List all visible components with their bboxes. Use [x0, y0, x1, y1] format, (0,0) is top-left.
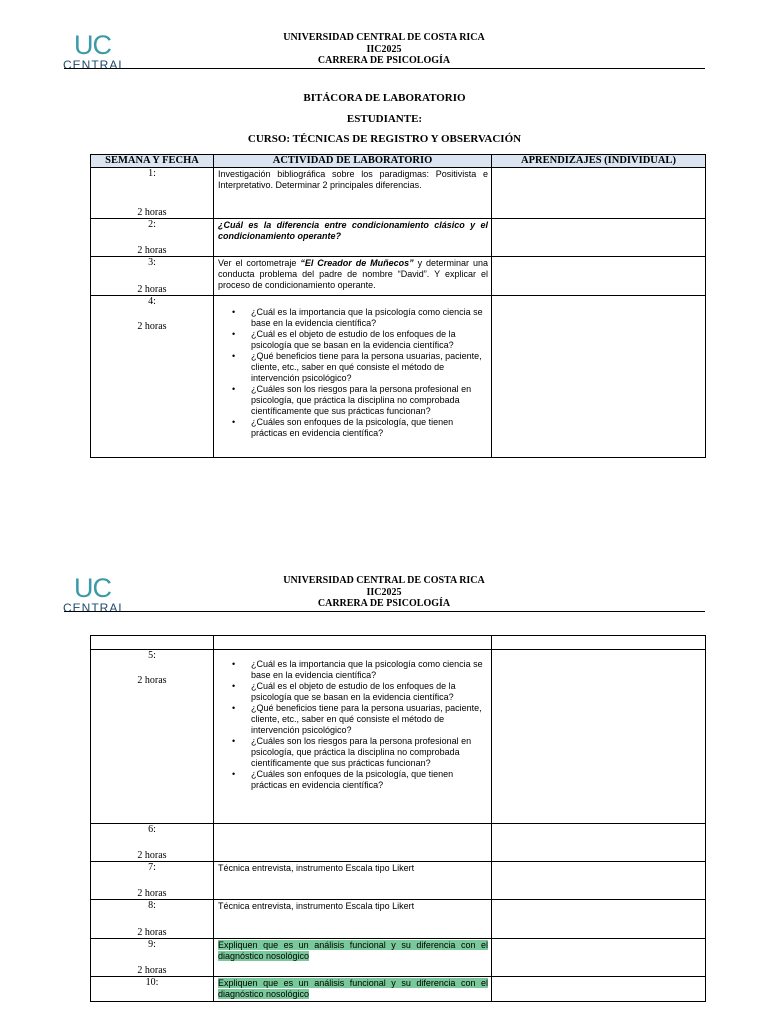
week-hours: 2 horas	[137, 245, 167, 256]
week-hours: 2 horas	[137, 675, 167, 686]
learnings-cell[interactable]	[492, 900, 706, 939]
week-cell	[91, 296, 214, 458]
question-item: • ¿Cuál es el objeto de estudio de los enfoques de la psicología que se basan en la evidencia científica?	[251, 681, 487, 703]
question-list	[214, 659, 491, 791]
empty-header-cell	[91, 636, 214, 650]
table-row	[91, 900, 706, 939]
activity-text: Técnica entrevista, instrumento Escala tipo Likert	[218, 863, 415, 873]
logo-central-text: CENTRAL	[63, 58, 127, 72]
activity-cell	[214, 296, 492, 458]
header-activity: ACTIVIDAD DE LABORATORIO	[214, 155, 492, 168]
week-cell	[91, 824, 214, 862]
table-header-row	[91, 636, 706, 650]
table-header-row	[91, 155, 706, 168]
table-row	[91, 977, 706, 1002]
week-cell	[91, 257, 214, 296]
question-item: • ¿Cuáles son enfoques de la psicología, que tienen prácticas en evidencia científica?	[251, 769, 487, 791]
week-hours: 2 horas	[137, 321, 167, 332]
week-hours: 2 horas	[137, 888, 167, 899]
question-item: • ¿Cuáles son los riesgos para la persona profesional en psicología, que práctica la disciplina no comprobada científicamente que sus prácticas funcionan?	[251, 736, 487, 769]
week-number: 10:	[145, 977, 159, 988]
page-header	[128, 575, 640, 610]
week-number: 7:	[148, 862, 156, 873]
header-learnings: APRENDIZAJES (INDIVIDUAL)	[492, 155, 706, 168]
course-code: IIC2025	[366, 43, 402, 55]
document-title: BITÁCORA DE LABORATORIO	[303, 92, 466, 104]
empty-header-cell	[214, 636, 492, 650]
highlighted-activity-text: Expliquen que es un análisis funcional y su diferencia con el diagnóstico nosológico	[218, 978, 488, 999]
question-item: • ¿Qué beneficios tiene para la persona usuarias, paciente, cliente, etc., saber en qué consiste el método de intervención psicológico?	[251, 703, 487, 736]
week-hours: 2 horas	[137, 927, 167, 938]
question-item: • ¿Cuál es la importancia que la psicología como ciencia se base en la evidencia científica?	[251, 307, 487, 329]
empty-header-cell	[492, 636, 706, 650]
logo-uc-text: UC	[74, 30, 111, 60]
header-week-date: SEMANA Y FECHA	[91, 155, 214, 168]
question-item: • ¿Qué beneficios tiene para la persona usuarias, paciente, cliente, etc., saber en qué consiste el método de intervención psicológico?	[251, 351, 487, 384]
activity-cell	[214, 650, 492, 824]
week-cell	[91, 977, 214, 1002]
table-row	[91, 168, 706, 219]
week-cell	[91, 650, 214, 824]
university-logo	[63, 30, 127, 76]
university-name: UNIVERSIDAD CENTRAL DE COSTA RICA	[283, 32, 485, 43]
activity-text	[214, 824, 491, 825]
question-item: • ¿Cuál es el objeto de estudio de los enfoques de la psicología que se basan en la evidencia científica?	[251, 329, 487, 351]
lab-log-table-continued	[90, 635, 706, 1002]
table-row	[91, 219, 706, 257]
week-cell	[91, 862, 214, 900]
course-code: IIC2025	[366, 586, 402, 598]
learnings-cell[interactable]	[492, 296, 706, 458]
activity-cell	[214, 219, 492, 257]
university-logo	[63, 573, 127, 619]
week-number: 1:	[148, 168, 156, 179]
lab-log-table	[90, 154, 706, 458]
activity-cell	[214, 939, 492, 977]
header-rule	[64, 68, 705, 69]
activity-cell	[214, 977, 492, 1002]
activity-cell	[214, 257, 492, 296]
week-number: 3:	[148, 257, 156, 268]
question-list	[214, 307, 491, 439]
table-row	[91, 650, 706, 824]
activity-text-rest: y determinar una conducta problema del padre de nombre “David”. Y explicar el proceso de condicionamiento operante.	[218, 258, 488, 290]
activity-text: Investigación bibliográfica sobre los paradigmas: Positivista e Interpretativo. Determinar 2 principales diferencias.	[218, 169, 488, 190]
week-number: 2:	[148, 219, 156, 230]
table-row	[91, 257, 706, 296]
learnings-cell[interactable]	[492, 257, 706, 296]
question-item: • ¿Cuáles son enfoques de la psicología, que tienen prácticas en evidencia científica?	[251, 417, 487, 439]
highlighted-activity-text: Expliquen que es un análisis funcional y su diferencia con el diagnóstico nosológico	[218, 940, 488, 961]
activity-text: Técnica entrevista, instrumento Escala tipo Likert	[218, 901, 415, 911]
activity-text: ¿Cuál es la diferencia entre condicionamiento clásico y el condicionamiento operante?	[218, 220, 488, 241]
activity-text	[214, 257, 491, 291]
career-name: CARRERA DE PSICOLOGÍA	[317, 598, 451, 609]
career-name: CARRERA DE PSICOLOGÍA	[317, 55, 451, 66]
week-number: 4:	[148, 296, 156, 307]
week-number: 6:	[148, 824, 156, 835]
course-title: CURSO: TÉCNICAS DE REGISTRO Y OBSERVACIÓN	[247, 133, 522, 145]
learnings-cell[interactable]	[492, 862, 706, 900]
week-number: 9:	[148, 939, 156, 950]
table-row	[91, 824, 706, 862]
week-number: 8:	[148, 900, 156, 911]
week-cell	[91, 900, 214, 939]
week-hours: 2 horas	[137, 207, 167, 218]
page-header	[128, 32, 640, 67]
short-film-title: “El Creador de Muñecos”	[300, 258, 414, 268]
table-row	[91, 862, 706, 900]
learnings-cell[interactable]	[492, 977, 706, 1002]
week-cell	[91, 219, 214, 257]
logo-uc-text: UC	[74, 573, 111, 603]
header-rule	[64, 611, 705, 612]
university-name: UNIVERSIDAD CENTRAL DE COSTA RICA	[283, 575, 485, 586]
week-cell	[91, 168, 214, 219]
learnings-cell[interactable]	[492, 650, 706, 824]
table-row	[91, 296, 706, 458]
student-label: ESTUDIANTE:	[346, 113, 423, 125]
week-hours: 2 horas	[137, 850, 167, 861]
learnings-cell[interactable]	[492, 939, 706, 977]
learnings-cell[interactable]	[492, 824, 706, 862]
question-item: • ¿Cuáles son los riesgos para la persona profesional en psicología, que práctica la disciplina no comprobada científicamente que sus prácticas funcionan?	[251, 384, 487, 417]
logo-central-text: CENTRAL	[63, 601, 127, 615]
activity-cell	[214, 900, 492, 939]
week-hours: 2 horas	[137, 965, 167, 976]
activity-text-intro: Ver el cortometraje	[218, 258, 301, 268]
learnings-cell[interactable]	[492, 219, 706, 257]
week-hours: 2 horas	[137, 284, 167, 295]
question-item: • ¿Cuál es la importancia que la psicología como ciencia se base en la evidencia científica?	[251, 659, 487, 681]
activity-cell	[214, 862, 492, 900]
week-cell	[91, 939, 214, 977]
week-number: 5:	[148, 650, 156, 661]
learnings-cell[interactable]	[492, 168, 706, 219]
activity-cell	[214, 824, 492, 862]
table-row	[91, 939, 706, 977]
activity-cell	[214, 168, 492, 219]
